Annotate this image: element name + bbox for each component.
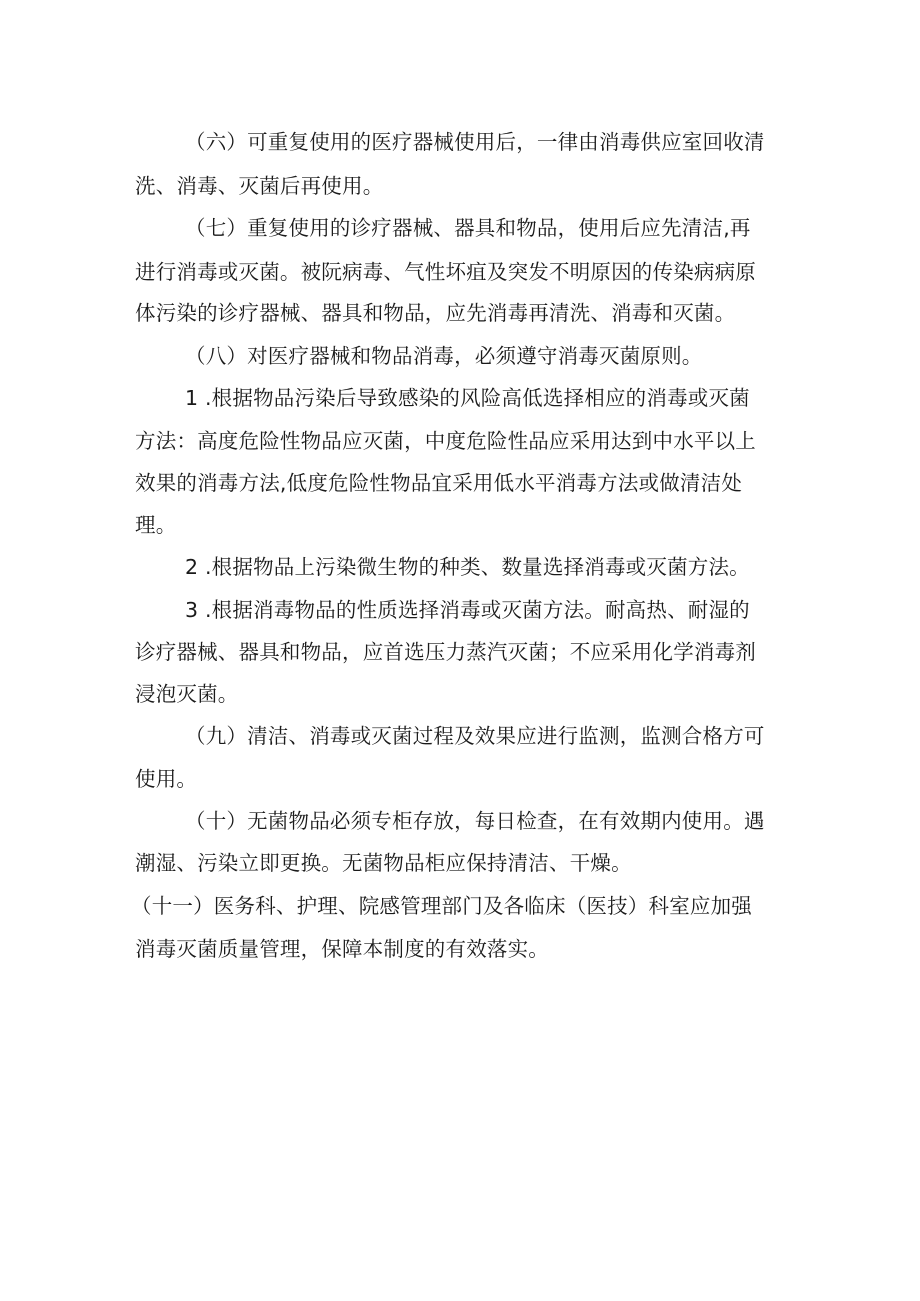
text-line: 诊疗器械、器具和物品，应首选压力蒸汽灭菌；不应采用化学消毒剂: [135, 640, 756, 664]
text-line: （十一）医务科、护理、院感管理部门及各临床（医技）科室应加强: [131, 894, 752, 918]
text-line: 潮湿、污染立即更换。无菌物品柜应保持清洁、干燥。: [135, 851, 632, 875]
text-line: 3 .根据消毒物品的性质选择消毒或灭菌方法。耐高热、耐湿的: [185, 598, 750, 622]
text-line: （九）清洁、消毒或灭菌过程及效果应进行监测，监测合格方可: [185, 724, 765, 748]
text-line: 使用。: [135, 767, 198, 791]
text-line: （六）可重复使用的医疗器械使用后，一律由消毒供应室回收清: [185, 130, 765, 154]
text-line: 洗、消毒、灭菌后再使用。: [135, 174, 384, 198]
text-line: 消毒灭菌质量管理，保障本制度的有效落实。: [135, 937, 549, 961]
text-line: 方法：高度危险性物品应灭菌，中度危险性品应采用达到中水平以上: [135, 429, 756, 453]
text-line: 理。: [135, 513, 177, 537]
text-line: 浸泡灭菌。: [135, 682, 239, 706]
text-line: 效果的消毒方法,低度危险性物品宜采用低水平消毒方法或做清洁处: [135, 471, 743, 495]
text-line: （七）重复使用的诊疗器械、器具和物品，使用后应先清洁,再: [185, 216, 751, 240]
text-line: 1 .根据物品污染后导致感染的风险高低选择相应的消毒或灭菌: [185, 386, 750, 410]
text-line: （十）无菌物品必须专柜存放，每日检查，在有效期内使用。遇: [185, 809, 765, 833]
text-line: 进行消毒或灭菌。被阮病毒、气性坏疽及突发不明原因的传染病病原: [135, 260, 756, 284]
text-line: 2 .根据物品上污染微生物的种类、数量选择消毒或灭菌方法。: [185, 555, 750, 579]
text-line: 体污染的诊疗器械、器具和物品，应先消毒再清洗、消毒和灭菌。: [135, 301, 736, 325]
text-line: （八）对医疗器械和物品消毒，必须遵守消毒灭菌原则。: [185, 344, 703, 368]
